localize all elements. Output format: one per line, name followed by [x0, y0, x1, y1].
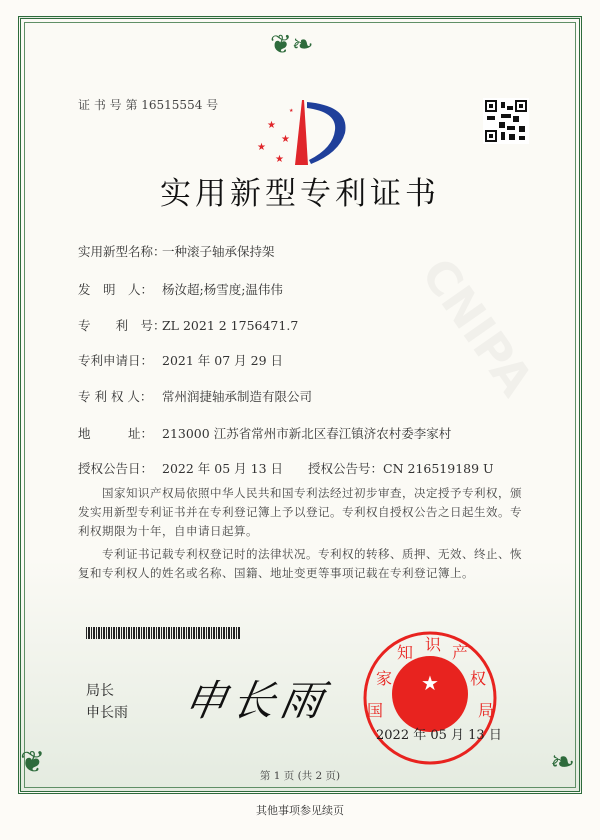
- page-number: 第 1 页 (共 2 页): [259, 770, 341, 782]
- svg-text:★: ★: [289, 108, 294, 114]
- footer-note: 其他事项参见续页: [256, 804, 344, 817]
- corner-ornament-icon: ❦: [20, 745, 46, 780]
- field-publication-number: 授权公告号：CN 216519189 U: [308, 461, 494, 476]
- svg-text:★: ★: [257, 142, 266, 153]
- field-patent-number: 专 利 号：ZL 2021 2 1756471.7: [78, 318, 299, 333]
- top-ornament-icon: ❦❧: [270, 30, 314, 60]
- seal-date: 2022 年 05 月 13 日: [376, 728, 502, 743]
- signatory-title: 局长: [86, 683, 114, 699]
- field-grant-date: 授权公告日： 2022 年 05 月 13 日: [78, 461, 283, 476]
- field-application-date: 专利申请日： 2021 年 07 月 29 日: [78, 353, 283, 368]
- svg-text:★: ★: [421, 671, 439, 695]
- svg-text:★: ★: [281, 134, 290, 145]
- certificate-number: 证 书 号 第 16515554 号: [78, 98, 219, 112]
- svg-text:家: 家: [375, 669, 393, 688]
- svg-text:权: 权: [469, 669, 487, 688]
- field-patentee: 专 利 权 人： 常州润捷轴承制造有限公司: [78, 389, 313, 404]
- qr-code[interactable]: [483, 98, 529, 144]
- field-address: 地 址： 213000 江苏省常州市新北区春江镇济农村委李家村: [78, 426, 452, 441]
- official-seal: [360, 628, 500, 768]
- signatory-name: 申长雨: [86, 705, 128, 721]
- barcode: [86, 627, 240, 639]
- cnipa-logo: [255, 98, 355, 168]
- corner-ornament-icon: ❧: [550, 745, 576, 780]
- svg-text:★: ★: [267, 120, 276, 131]
- signature: 申长雨: [180, 676, 333, 725]
- svg-text:★: ★: [275, 154, 284, 165]
- field-name: 实用新型名称：一种滚子轴承保持架: [78, 244, 275, 259]
- field-inventors: 发 明 人： 杨汝超;杨雪度;温伟伟: [78, 282, 283, 297]
- paragraph: 专利证书记载专利权登记时的法律状况。专利权的转移、质押、无效、终止、恢复和专利权人的姓名或名称、国籍、地址变更等事项记载在专利登记簿上。: [78, 547, 522, 580]
- svg-text:产: 产: [451, 643, 469, 662]
- certificate-title: 实用新型专利证书: [160, 176, 440, 212]
- paragraph: 国家知识产权局依照中华人民共和国专利法经过初步审查，决定授予专利权，颁发实用新型专利证书并在专利登记簿上予以登记。专利权自授权公告之日起生效。专利权期限为十年，自申请日起算。: [78, 486, 522, 538]
- svg-text:识: 识: [424, 635, 442, 654]
- svg-text:国: 国: [366, 701, 384, 720]
- svg-text:局: 局: [477, 701, 495, 720]
- svg-text:知: 知: [396, 643, 414, 662]
